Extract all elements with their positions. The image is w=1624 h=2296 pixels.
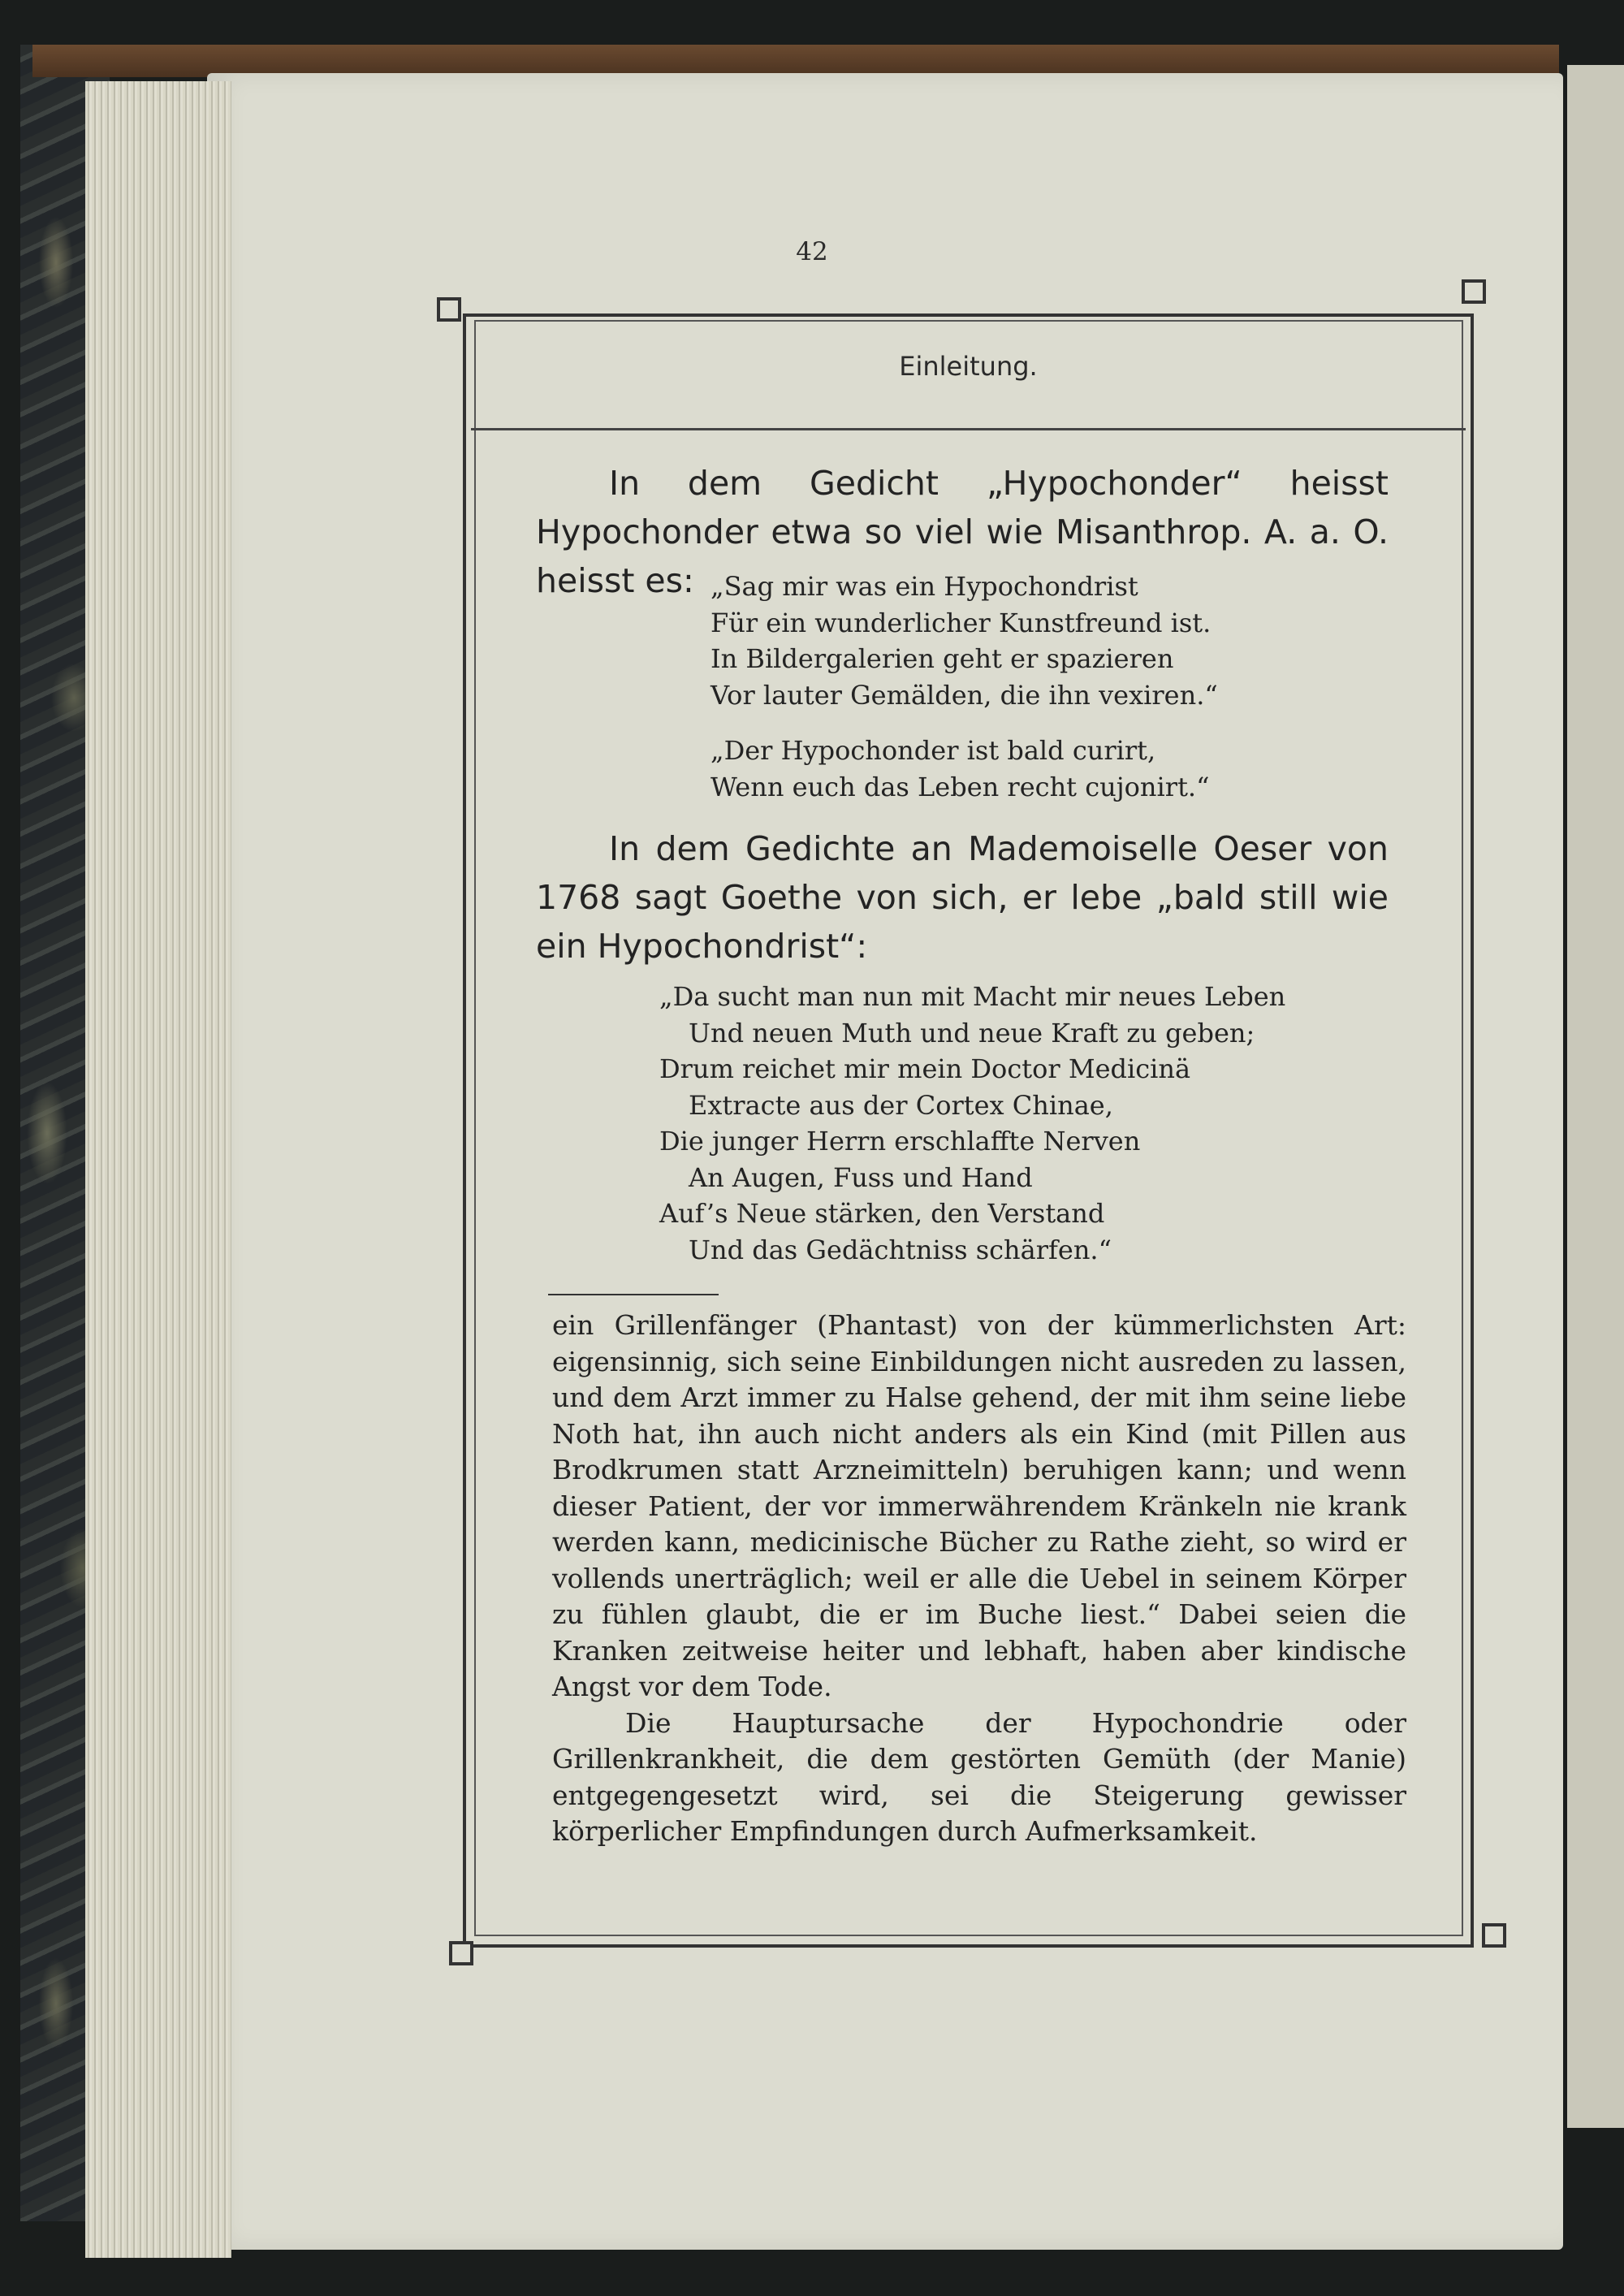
paragraph-1: In dem Gedicht „Hypochonder“ heisst Hypochonder etwa so viel wie Misanthrop. A. a. O. heisst es: xyxy=(536,464,1389,600)
footnote-paragraph-2: Die Hauptursache der Hypochondrie oder Grillenkrankheit, die dem gestörten Gemüth (der Manie) entgegengesetzt wird, sei die Steigerung gewisser körperlicher Empfindungen durch Aufmerksamkeit. xyxy=(552,1706,1406,1847)
verse-line: Und das Gedächtniss schärfen.“ xyxy=(689,1234,1112,1265)
verse-line: Wenn euch das Leben recht cujonirt.“ xyxy=(710,771,1210,802)
verse-line: Extracte aus der Cortex Chinae, xyxy=(689,1089,1113,1121)
footnote-block xyxy=(552,1308,1406,1850)
verse-3 xyxy=(659,979,1285,1268)
page-number: 42 xyxy=(796,237,828,266)
frame-corner-tr xyxy=(1462,279,1486,304)
verse-line: Die junger Herrn erschlaffte Nerven xyxy=(659,1126,1141,1157)
verse-line: Für ein wunderlicher Kunstfreund ist. xyxy=(710,607,1212,638)
verse-line: Und neuen Muth und neue Kraft zu geben; xyxy=(689,1017,1255,1049)
verse-line: In Bildergalerien geht er spazieren xyxy=(710,643,1174,674)
verse-line: An Augen, Fuss und Hand xyxy=(689,1161,1033,1193)
verse-line: Vor lauter Gemälden, die ihn vexiren.“ xyxy=(710,679,1218,711)
frame-corner-br xyxy=(1482,1923,1506,1948)
book-spine-leather xyxy=(32,45,1559,77)
page-edges xyxy=(85,81,231,2258)
verse-line: Auf’s Neue stärken, den Verstand xyxy=(659,1198,1105,1229)
frame-corner-tl xyxy=(437,297,461,322)
verse-2 xyxy=(710,733,1209,805)
frame-corner-bl xyxy=(449,1941,473,1965)
verse-line: „Der Hypochonder ist bald curirt, xyxy=(710,735,1156,766)
verse-line: „Da sucht man nun mit Macht mir neues Leben xyxy=(659,981,1286,1012)
facing-page-edge xyxy=(1567,65,1624,2128)
verse-1 xyxy=(710,569,1218,713)
footnote-paragraph-1: ein Grillenfänger (Phantast) von der kümmerlichsten Art: eigensinnig, sich seine Einbildungen nicht ausreden zu lassen, und dem Arzt immer zu Halse gehend, der mit ihm seine liebe Noth hat, ihn auch nicht anders als ein Kind (mit Pillen aus Brodkrumen statt Arzneimitteln) beruhigen kann; und wenn dieser Patient, der vor immerwährendem Kränkeln nie krank werden kann, medicinische Bücher zu Rathe zieht, so wird er vollends unerträglich; weil er alle die Uebel in seinem Körper zu fühlen glaubt, die er im Buche liest.“ Dabei seien die Kranken zeitweise heiter und lebhaft, haben aber kindische Angst vor dem Tode. xyxy=(552,1309,1406,1702)
paragraph-2: In dem Gedichte an Mademoiselle Oeser von 1768 sagt Goethe von sich, er lebe „bald still wie ein Hypochondrist“: xyxy=(536,829,1389,966)
footnote-separator xyxy=(548,1294,719,1295)
section-header: Einleitung. xyxy=(899,351,1038,382)
verse-line: „Sag mir was ein Hypochondrist xyxy=(710,571,1138,602)
verse-line: Drum reichet mir mein Doctor Medicinä xyxy=(659,1053,1191,1084)
